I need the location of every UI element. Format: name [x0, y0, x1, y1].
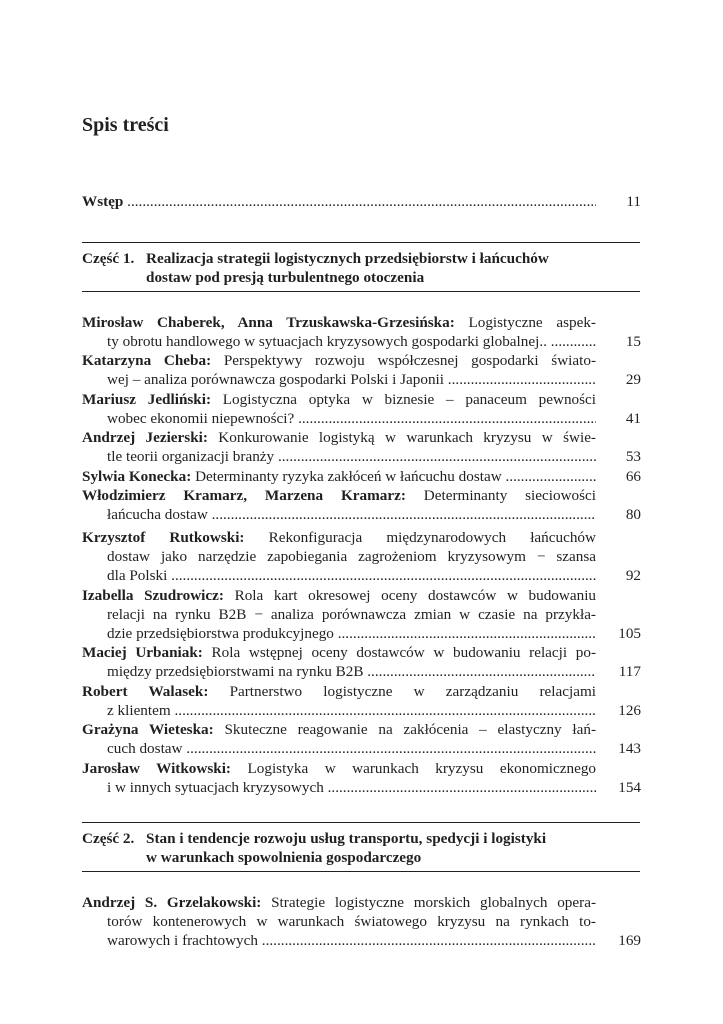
toc-entry-last-line: ty obrotu handlowego w sytuacjach kryzysowych gospodarki globalnej.. .....: [107, 332, 596, 351]
toc-entry-first-line: [82, 893, 596, 912]
part2-top-rule: [82, 822, 640, 823]
entry-title-start: Strategie logistyczne morskich globalnych opera-: [271, 894, 596, 911]
toc-entry-first-line: [82, 467, 596, 486]
toc-entry-first-line: [82, 313, 596, 332]
entry-author: Mariusz Jedliński:: [82, 391, 212, 408]
entry-author: Grażyna Wieteska:: [82, 721, 214, 738]
entry-title-start: Rola kart okresowej oceny dostawców w budowaniu: [234, 587, 596, 604]
toc-entry-page: 117: [618, 663, 641, 680]
toc-entry-page: 53: [625, 448, 641, 465]
toc-entry-last-line: dla Polski .....: [107, 566, 596, 585]
entry-title-start: Logistyczne aspek-: [468, 314, 596, 331]
entry-author: Andrzej S. Grzelakowski:: [82, 894, 262, 911]
entry-author: Maciej Urbaniak:: [82, 644, 203, 661]
part1-label: Część 1.: [82, 250, 135, 267]
toc-entry-last-line: z klientem .....: [107, 701, 596, 720]
toc-entry-first-line: [82, 586, 596, 605]
toc-entry-page: 143: [618, 740, 641, 757]
toc-entry-page: 126: [618, 702, 641, 719]
part1-title-line1: Realizacja strategii logistycznych przedsiębiorstw i łańcuchów: [146, 250, 549, 267]
entry-author: Mirosław Chaberek, Anna Trzuskawska-Grzesińska:: [82, 314, 455, 331]
toc-entry-page: 15: [625, 333, 641, 350]
entry-title-start: Rekonfiguracja międzynarodowych łańcuchów: [268, 529, 596, 546]
toc-entry-first-line: [82, 682, 596, 701]
toc-entry-last-line: łańcucha dostaw .....: [107, 505, 596, 524]
toc-entry-page: 66: [625, 468, 641, 485]
part1-title-line2: dostaw pod presją turbulentnego otoczenia: [146, 269, 425, 286]
toc-entry-middle-line: relacji na rynku B2B − analiza porównawcza zmian w czasie na przykła-: [107, 606, 596, 623]
part1-top-rule: [82, 242, 640, 243]
part1-bottom-rule: [82, 291, 640, 292]
toc-entry-page: 154: [618, 779, 641, 796]
toc-entry-page: 105: [618, 625, 641, 642]
entry-author: Włodzimierz Kramarz, Marzena Kramarz:: [82, 487, 406, 504]
toc-entry-last-line: między przedsiębiorstwami na rynku B2B .....: [107, 662, 596, 681]
toc-entry-middle-line: dostaw jako narzędzie zapobiegania zagrożeniom kryzysowym − szansa: [107, 548, 596, 565]
entry-title-start: Determinanty sieciowości: [423, 487, 596, 504]
entry-title-start: Perspektywy rozwoju współczesnej gospodarki świato-: [223, 352, 596, 369]
toc-entry-page: 80: [625, 506, 641, 523]
page-title: Spis treści: [82, 114, 169, 136]
toc-entry-first-line: [82, 759, 596, 778]
toc-entry-page: 29: [625, 371, 641, 388]
toc-entry-first-line: [82, 351, 596, 370]
toc-entry-middle-line: torów kontenerowych w warunkach światowego kryzysu na rynkach to-: [107, 913, 596, 930]
entry-title-start: Logistyczna optyka w biznesie – panaceum pewności: [222, 391, 596, 408]
entry-title-start: Konkurowanie logistyką w warunkach kryzysu w świe-: [218, 429, 596, 446]
toc-intro[interactable]: [82, 192, 596, 211]
toc-entry-page: 41: [625, 410, 641, 427]
entry-author: Andrzej Jezierski:: [82, 429, 208, 446]
entry-author: Izabella Szudrowicz:: [82, 587, 224, 604]
part2-title-line2: w warunkach spowolnienia gospodarczego: [146, 849, 422, 866]
toc-entry-first-line: [82, 486, 596, 505]
toc-entry-page: 92: [625, 567, 641, 584]
toc-entry-first-line: [82, 720, 596, 739]
entry-title-start: Rola wstępnej oceny dostawców w budowaniu relacji po-: [211, 644, 596, 661]
toc-entry-first-line: [82, 528, 596, 547]
part2-bottom-rule: [82, 871, 640, 872]
entry-title-start: Skuteczne reagowanie na zakłócenia – elastyczny łań-: [224, 721, 596, 738]
entry-author: Katarzyna Cheba:: [82, 352, 212, 369]
entry-title-start: Determinanty ryzyka zakłóceń w łańcuchu dostaw: [195, 468, 502, 485]
toc-entry-first-line: [82, 390, 596, 409]
toc-entry-last-line: cuch dostaw .....: [107, 739, 596, 758]
toc-entry-page: 169: [618, 932, 641, 949]
entry-author: Robert Walasek:: [82, 683, 209, 700]
entry-title-start: Logistyka w warunkach kryzysu ekonomicznego: [247, 760, 596, 777]
part2-label: Część 2.: [82, 830, 135, 847]
toc-entry-last-line: i w innych sytuacjach kryzysowych .....: [107, 778, 596, 797]
toc-entry-last-line: wobec ekonomii niepewności? .....: [107, 409, 596, 428]
toc-entry-first-line: [82, 643, 596, 662]
entry-author: Krzysztof Rutkowski:: [82, 529, 245, 546]
toc-entry-first-line: [82, 428, 596, 447]
part2-title-line1: Stan i tendencje rozwoju usług transportu, spedycji i logistyki: [146, 830, 547, 847]
entry-author: Sylwia Konecka:: [82, 468, 192, 485]
entry-author: Jarosław Witkowski:: [82, 760, 231, 777]
toc-entry-last-line: wej – analiza porównawcza gospodarki Polski i Japonii .....: [107, 370, 596, 389]
toc-intro-page: 11: [626, 193, 641, 210]
toc-entry-last-line: dzie przedsiębiorstwa produkcyjnego .....: [107, 624, 596, 643]
entry-title-start: Partnerstwo logistyczne w zarządzaniu relacjami: [229, 683, 596, 700]
toc-entry-last-line: warowych i frachtowych .....: [107, 931, 596, 950]
toc-entry-last-line: tle teorii organizacji branży .....: [107, 447, 596, 466]
intro-label: Wstęp: [82, 193, 124, 210]
